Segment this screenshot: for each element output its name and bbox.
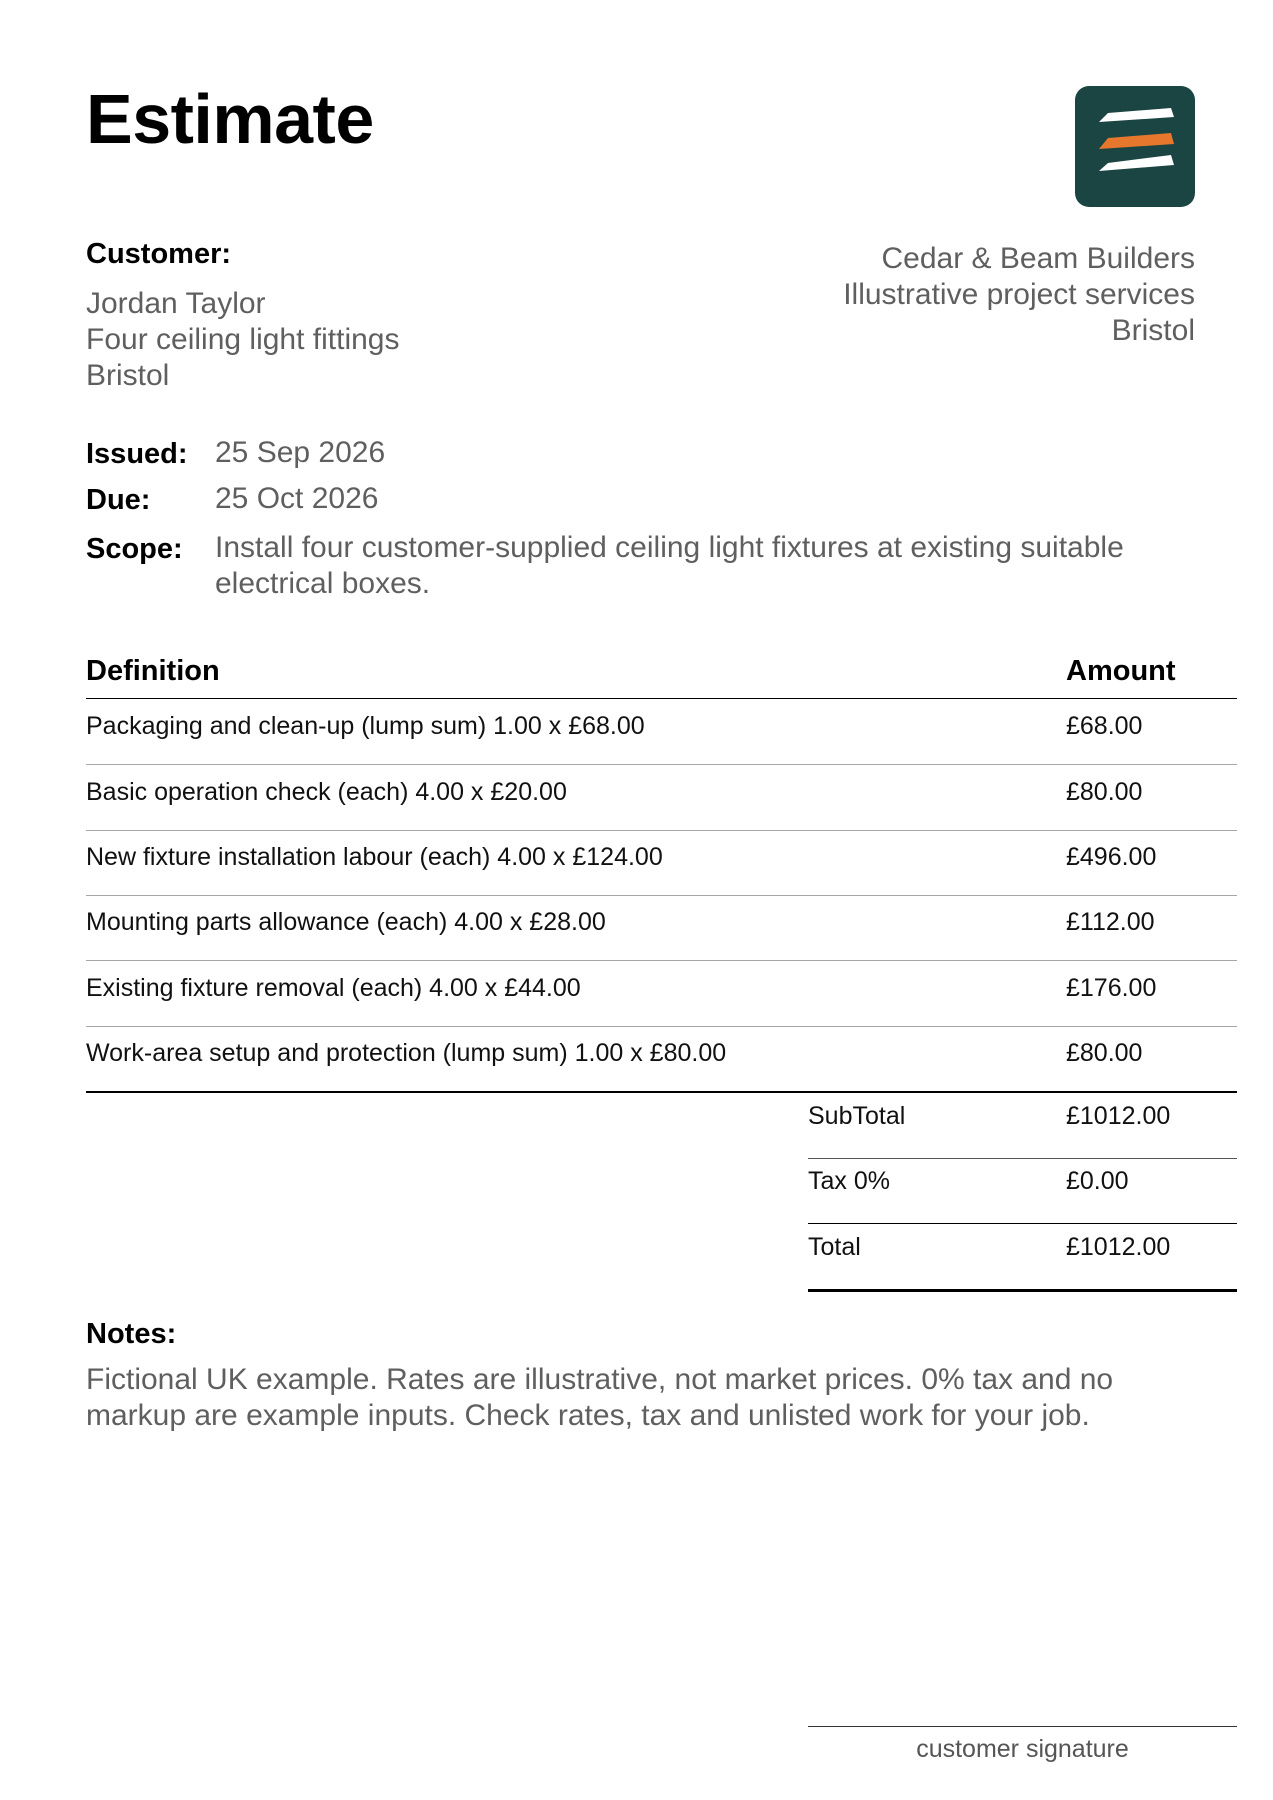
row-amount: £80.00 <box>1066 778 1143 806</box>
company-details <box>843 241 1195 349</box>
scope-label: Scope: <box>86 533 183 565</box>
table-row <box>86 1026 1237 1093</box>
total-value: £1012.00 <box>1066 1233 1171 1261</box>
customer-city: Bristol <box>86 359 170 392</box>
notes-line: Fictional UK example. Rates are illustrative, not market prices. 0% tax and no <box>86 1363 1114 1396</box>
row-definition: Basic operation check (each) 4.00 x £20.00 <box>86 778 567 806</box>
row-amount: £68.00 <box>1066 712 1143 740</box>
tax-label: Tax 0% <box>808 1167 890 1195</box>
amount-header: Amount <box>1066 655 1176 687</box>
issued-label: Issued: <box>86 438 188 470</box>
customer-label: Customer: <box>86 238 232 270</box>
company-city: Bristol <box>1111 314 1195 347</box>
tax-row <box>808 1158 1237 1224</box>
notes-line: markup are example inputs. Check rates, tax and unlisted work for your job. <box>86 1399 1090 1432</box>
tax-value: £0.00 <box>1066 1167 1129 1195</box>
table-row <box>86 765 1237 831</box>
page-title: Estimate <box>86 80 374 158</box>
table-row <box>86 830 1237 896</box>
row-amount: £80.00 <box>1066 1039 1143 1067</box>
row-definition: Mounting parts allowance (each) 4.00 x £28.00 <box>86 908 606 936</box>
total-row <box>808 1224 1237 1292</box>
due-date: 25 Oct 2026 <box>215 482 379 515</box>
table-row <box>86 699 1237 765</box>
row-definition: Work-area setup and protection (lump sum) 1.00 x £80.00 <box>86 1039 727 1067</box>
subtotal-row <box>808 1093 1237 1159</box>
company-tagline: Illustrative project services <box>843 278 1195 311</box>
row-definition: Packaging and clean-up (lump sum) 1.00 x £68.00 <box>86 712 645 740</box>
customer-project: Four ceiling light fittings <box>86 323 400 356</box>
table-row <box>86 961 1237 1027</box>
due-label: Due: <box>86 484 151 516</box>
signature-line <box>808 1726 1237 1727</box>
row-amount: £176.00 <box>1066 974 1157 1002</box>
row-definition: Existing fixture removal (each) 4.00 x £44.00 <box>86 974 581 1002</box>
company-logo-icon <box>1075 86 1195 207</box>
total-label: Total <box>808 1233 861 1261</box>
scope-text: Install four customer-supplied ceiling light fixtures at existing suitable electrical boxes. <box>215 531 1124 600</box>
notes-text <box>86 1362 1196 1434</box>
customer-details <box>86 286 399 394</box>
table-row <box>86 895 1237 961</box>
definition-header: Definition <box>86 655 220 687</box>
issued-date: 25 Sep 2026 <box>215 436 386 469</box>
row-amount: £496.00 <box>1066 843 1157 871</box>
company-name: Cedar & Beam Builders <box>881 242 1195 275</box>
subtotal-label: SubTotal <box>808 1102 906 1130</box>
signature-label: customer signature <box>916 1735 1129 1763</box>
subtotal-value: £1012.00 <box>1066 1102 1171 1130</box>
customer-name: Jordan Taylor <box>86 287 266 320</box>
row-definition: New fixture installation labour (each) 4.00 x £124.00 <box>86 843 663 871</box>
notes-label: Notes: <box>86 1318 177 1350</box>
row-amount: £112.00 <box>1066 908 1155 936</box>
